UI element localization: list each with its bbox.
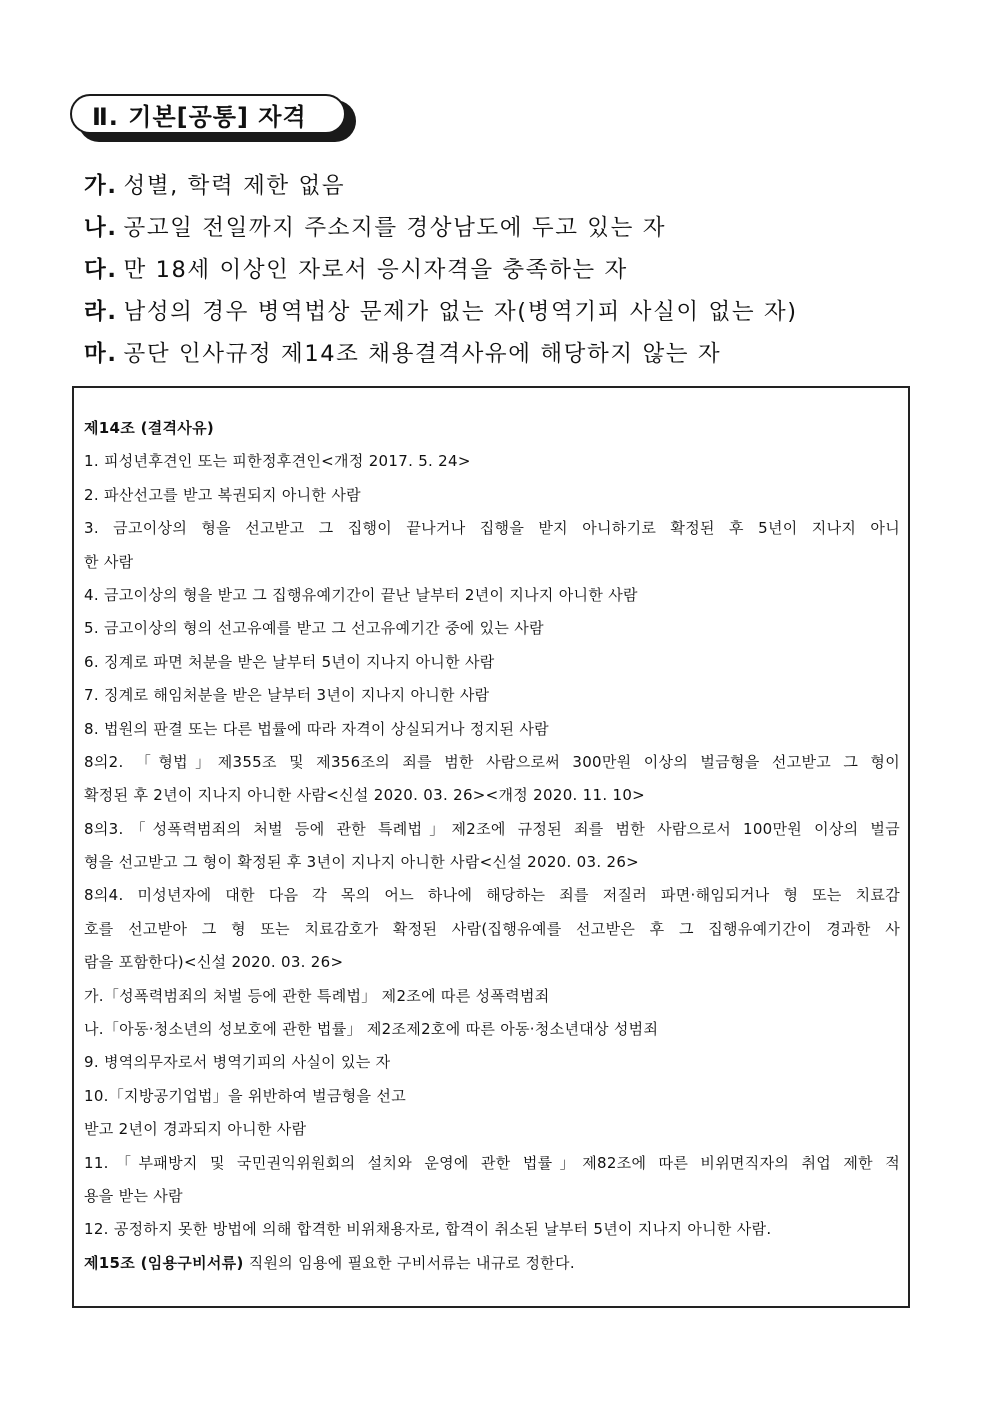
article-14-title: 제14조 (결격사유) <box>84 419 215 437</box>
qualification-text: 공단 인사규정 제14조 채용결격사유에 해당하지 않는 자 <box>123 341 722 367</box>
article-15-text: 직원의 임용에 필요한 구비서류는 내규로 정한다. <box>243 1253 575 1272</box>
article-line: 12. 공정하지 못한 방법에 의해 합격한 비위채용자로, 합격이 취소된 날부터 5년이 지나지 아니한 사람. <box>84 1220 772 1239</box>
qualification-label: 마. <box>84 341 118 367</box>
heading-title: Ⅱ. 기본[공통] 자격 <box>70 94 346 134</box>
article-line: 나.「아동·청소년의 성보호에 관한 법률」 제2조제2호에 따른 아동·청소년대상 성범죄 <box>84 1020 659 1039</box>
article-line: 8의2. 「형법」제355조 및 제356조의 죄를 범한 사람으로써 300만원 이상의 벌금형을 선고받고 그 형이 <box>84 752 900 771</box>
article-line: 8. 법원의 판결 또는 다른 법률에 따라 자격이 상실되거나 정지된 사람 <box>84 719 549 738</box>
article-line: 가.「성폭력범죄의 처벌 등에 관한 특례법」 제2조에 따른 성폭력범죄 <box>84 986 550 1005</box>
qualification-label: 다. <box>84 257 118 283</box>
qualification-item <box>84 294 798 336</box>
article-line: 8의3.「성폭력범죄의 처벌 등에 관한 특례법」제2조에 규정된 죄를 범한 사람으로서 100만원 이상의 벌금 <box>84 819 900 838</box>
qualification-item <box>84 210 798 252</box>
article-line: 받고 2년이 경과되지 아니한 사람 <box>84 1120 307 1139</box>
regulation-box <box>72 386 910 1308</box>
section-heading <box>70 94 360 146</box>
qualification-text: 만 18세 이상인 자로서 응시자격을 충족하는 자 <box>123 257 628 283</box>
article-line: 용을 받는 사람 <box>84 1186 183 1205</box>
qualification-label: 라. <box>84 299 118 325</box>
qualification-item <box>84 168 798 210</box>
article-line: 5. 금고이상의 형의 선고유예를 받고 그 선고유예기간 중에 있는 사람 <box>84 619 544 638</box>
article-line: 2. 파산선고를 받고 복권되지 아니한 사람 <box>84 485 361 504</box>
article-line: 1. 피성년후견인 또는 피한정후견인<개정 2017. 5. 24> <box>84 452 471 471</box>
article-line: 3. 금고이상의 형을 선고받고 그 집행이 끝나거나 집행을 받지 아니하기로 확정된 후 5년이 지나지 아니 <box>84 519 900 538</box>
article-line: 확정된 후 2년이 지나지 아니한 사람<신설 2020. 03. 26><개정 2020. 11. 10> <box>84 786 646 805</box>
article-line: 호를 선고받아 그 형 또는 치료감호가 확정된 사람(집행유예를 선고받은 후 그 집행유예기간이 경과한 사 <box>84 919 900 938</box>
qualification-text: 남성의 경우 병역법상 문제가 없는 자(병역기피 사실이 없는 자) <box>123 299 798 325</box>
qualification-label: 가. <box>84 173 118 199</box>
article-line: 10.「지방공기업법」을 위반하여 벌금형을 선고 <box>84 1086 406 1105</box>
article-line: 8의4. 미성년자에 대한 다음 각 목의 어느 하나에 해당하는 죄를 저질러 파면·해임되거나 형 또는 치료감 <box>84 886 900 905</box>
qualification-text: 공고일 전일까지 주소지를 경상남도에 두고 있는 자 <box>123 215 667 241</box>
qualification-item <box>84 252 798 294</box>
qualification-text: 성별, 학력 제한 없음 <box>123 173 346 199</box>
qualification-item <box>84 336 798 378</box>
article-15 <box>84 1247 900 1280</box>
article-line: 람을 포함한다)<신설 2020. 03. 26> <box>84 953 344 972</box>
article-line: 11.「부패방지 및 국민권익위원회의 설치와 운영에 관한 법률」제82조에 따른 비위면직자의 취업 제한 적 <box>84 1153 900 1172</box>
article-line: 4. 금고이상의 형을 받고 그 집행유예기간이 끝난 날부터 2년이 지나지 아니한 사람 <box>84 585 638 604</box>
article-line: 9. 병역의무자로서 병역기피의 사실이 있는 자 <box>84 1053 391 1072</box>
article-15-title: 제15조 (임용구비서류) <box>84 1253 244 1272</box>
article-line: 형을 선고받고 그 형이 확정된 후 3년이 지나지 아니한 사람<신설 2020. 03. 26> <box>84 853 640 872</box>
article-line: 한 사람 <box>84 552 134 571</box>
qualification-list <box>84 168 798 378</box>
article-line: 7. 징계로 해임처분을 받은 날부터 3년이 지나지 아니한 사람 <box>84 686 490 705</box>
article-line: 6. 징계로 파면 처분을 받은 날부터 5년이 지나지 아니한 사람 <box>84 652 495 671</box>
qualification-label: 나. <box>84 215 118 241</box>
